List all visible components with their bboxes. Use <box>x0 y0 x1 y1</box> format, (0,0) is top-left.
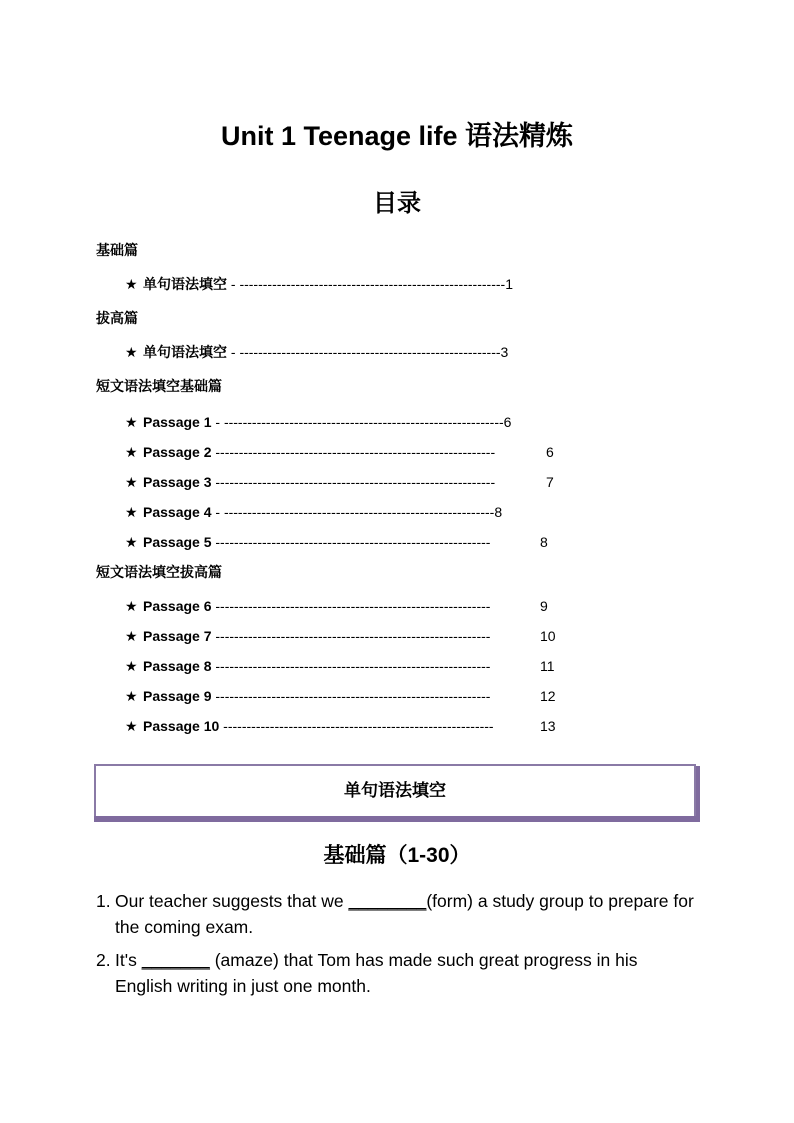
star-icon: ★ <box>125 534 138 550</box>
toc-entry-label: 单句语法填空 <box>143 344 227 360</box>
toc-entry[interactable] <box>125 532 490 552</box>
toc-leader: - --------------------------------------------------------- <box>227 276 506 292</box>
toc-entry-label: 单句语法填空 <box>143 276 227 292</box>
star-icon: ★ <box>125 474 138 490</box>
toc-entry[interactable] <box>125 656 490 676</box>
toc-page-number: 1 <box>505 276 513 292</box>
star-icon: ★ <box>125 718 138 734</box>
toc-entry-label: Passage 6 <box>143 598 212 614</box>
toc-leader: - -------------------------------------------------------- <box>227 344 501 360</box>
answer-blank[interactable]: ________ <box>348 891 427 911</box>
star-icon: ★ <box>125 658 138 674</box>
toc-entry-label: Passage 7 <box>143 628 212 644</box>
toc-page-number: 11 <box>540 658 555 674</box>
toc-section-passage-advanced: 短文语法填空拔高篇 <box>96 564 222 580</box>
toc-page-number: 3 <box>500 344 509 360</box>
star-icon: ★ <box>125 276 138 292</box>
toc-leader: ----------------------------------------------------------- <box>211 628 491 644</box>
question-number: 2. <box>96 950 111 970</box>
toc-page-number: 6 <box>503 414 512 430</box>
question-item <box>96 888 696 940</box>
toc-leader: ----------------------------------------------------------- <box>211 658 491 674</box>
question-number: 1. <box>96 891 111 911</box>
toc-entry[interactable] <box>125 472 495 492</box>
star-icon: ★ <box>125 504 138 520</box>
toc-leader: ----------------------------------------------------------- <box>211 534 491 550</box>
star-icon: ★ <box>125 414 138 430</box>
part-heading: 基础篇（1-30） <box>323 844 471 867</box>
document-title: Unit 1 Teenage life 语法精炼 <box>220 121 574 151</box>
toc-entry-label: Passage 1 <box>143 414 212 430</box>
toc-entry[interactable] <box>125 274 513 294</box>
toc-entry[interactable] <box>125 342 508 362</box>
toc-page-number: 10 <box>540 628 556 644</box>
toc-page-number: 9 <box>540 598 548 614</box>
toc-entry[interactable] <box>125 596 490 616</box>
star-icon: ★ <box>125 444 138 460</box>
toc-leader: ----------------------------------------------------------- <box>211 598 491 614</box>
toc-entry-label: Passage 5 <box>143 534 212 550</box>
banner-underline <box>94 816 700 822</box>
toc-entry-label: Passage 3 <box>143 474 212 490</box>
toc-section-basic: 基础篇 <box>96 242 138 258</box>
toc-entry[interactable] <box>125 626 490 646</box>
star-icon: ★ <box>125 628 138 644</box>
answer-blank[interactable]: _______ <box>141 950 210 970</box>
question-item <box>96 947 696 999</box>
toc-entry[interactable] <box>125 716 494 736</box>
star-icon: ★ <box>125 598 138 614</box>
toc-page-number: 8 <box>540 534 548 550</box>
toc-leader: ----------------------------------------------------------- <box>211 688 491 704</box>
question-text-before: Our teacher suggests that we <box>115 891 349 911</box>
toc-entry-label: Passage 9 <box>143 688 212 704</box>
toc-section-passage-basic: 短文语法填空基础篇 <box>96 378 222 394</box>
toc-page-number: 13 <box>540 718 556 734</box>
toc-leader: ------------------------------------------------------------ <box>211 474 496 490</box>
toc-entry-label: Passage 2 <box>143 444 212 460</box>
toc-entry-label: Passage 8 <box>143 658 212 674</box>
toc-entry-label: Passage 4 <box>143 504 212 520</box>
toc-entry[interactable] <box>125 412 511 432</box>
toc-leader: - ------------------------------------------------------------ <box>211 414 504 430</box>
toc-page-number: 7 <box>546 474 554 490</box>
toc-entry[interactable] <box>125 686 490 706</box>
question-text-before: It's <box>115 950 142 970</box>
question-text <box>115 947 696 999</box>
question-text-after: (form) a study group to prepare for the coming exam. <box>115 891 694 937</box>
toc-entry[interactable] <box>125 502 502 522</box>
toc-page-number: 12 <box>540 688 556 704</box>
toc-leader: ------------------------------------------------------------ <box>211 444 496 460</box>
star-icon: ★ <box>125 344 138 360</box>
toc-page-number: 8 <box>494 504 503 520</box>
star-icon: ★ <box>125 688 138 704</box>
banner-label: 单句语法填空 <box>344 781 446 800</box>
toc-page-number: 6 <box>546 444 554 460</box>
question-text <box>115 888 696 940</box>
toc-entry-label: Passage 10 <box>143 718 220 734</box>
banner-shadow <box>696 766 700 816</box>
toc-leader: ---------------------------------------------------------- <box>219 718 494 734</box>
toc-section-advanced: 拔高篇 <box>96 310 138 326</box>
toc-entry[interactable] <box>125 442 495 462</box>
toc-heading: 目录 <box>373 190 421 217</box>
question-text-after: (amaze) that Tom has made such great progress in his English writing in just one month. <box>115 950 638 996</box>
toc-leader: - ---------------------------------------------------------- <box>211 504 495 520</box>
